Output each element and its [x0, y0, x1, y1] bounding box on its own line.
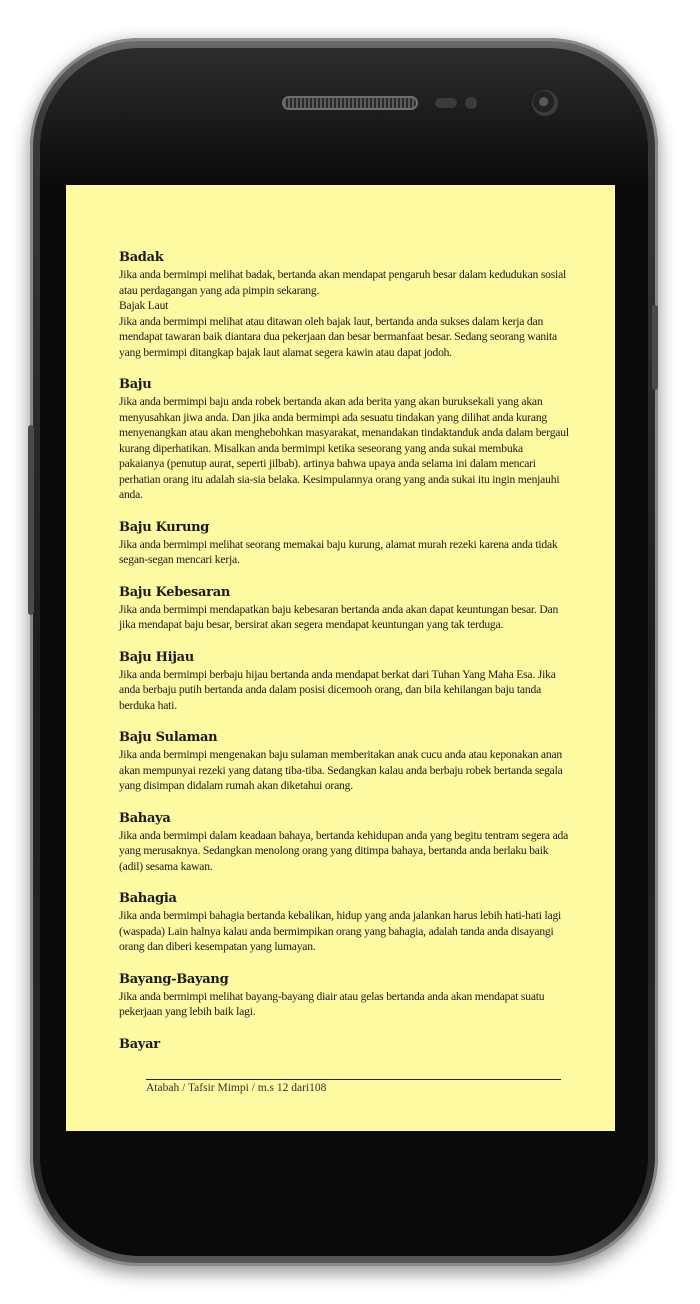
entry-subtitle: Bajak Laut [119, 299, 169, 312]
entry-body: Jika anda bermimpi melihat badak, bertanda akan mendapat pengaruh besar dalam kedudukan sosial atau perdagangan yang ada pimpin sekarang. [119, 268, 567, 297]
entry-bayang-bayang [119, 971, 569, 1020]
front-camera-icon [532, 90, 558, 116]
footer-divider [146, 1079, 561, 1080]
light-sensor [465, 97, 477, 109]
entry-baju-hijau [119, 649, 569, 714]
speaker-grille [282, 96, 418, 110]
entry-title: Bahaya [119, 810, 171, 826]
entry-title: Baju [119, 377, 152, 392]
entry-title: Baju Kurung [119, 519, 210, 535]
entry-bayar [119, 1036, 569, 1054]
entry-body: Jika anda bermimpi melihat seorang memakai baju kurung, alamat murah rezeki karena anda tidak segan-segan mencari kerja. [119, 537, 558, 566]
entry-baju-sulaman [119, 729, 569, 794]
entry-title: Bayar [119, 1036, 160, 1052]
entry-body: Jika anda bermimpi bahagia bertanda kebalikan, hidup yang anda jalankan harus lebih hati-hati lagi (waspada) Lain halnya kalau anda bermimpikan orang yang bahagia, adalah tanda anda disayangi orang dan diberi kesempatan yang lumayan. [119, 909, 562, 953]
entry-title: Baju Kebesaran [119, 584, 231, 600]
entry-title: Baju Hijau [119, 649, 194, 665]
entry-body: Jika anda bermimpi mengenakan baju sulaman memberitakan anak cucu anda atau keponakan anan akan mempunyai rezeki yang datang tiba-tiba. Sedangkan kalau anda berbaju robek bertanda segala yang disimpan didalam rumah akan diketahui orang. [119, 748, 563, 792]
entry-bahaya [119, 810, 569, 875]
entry-bahagia [119, 890, 569, 955]
entry-title: Badak [119, 250, 164, 265]
entry-baju [119, 376, 569, 503]
entry-body: Jika anda bermimpi melihat atau ditawan oleh bajak laut, bertanda anda sukses dalam kerja dan mendapat tawaran baik diantara dua pekerjaan dan besar bermanfaat besar. Sedang seorang wanita yang bermimpi ditangkap bajak laut alamat segera kawin atau dapat jodoh. [119, 314, 557, 359]
power-button [652, 305, 658, 390]
volume-button [28, 425, 34, 615]
entry-title: Bayang-Bayang [119, 971, 229, 987]
book-page[interactable] [66, 185, 615, 1131]
page-content [119, 249, 569, 1070]
entry-body: Jika anda bermimpi baju anda robek bertanda akan ada berita yang akan buruksekali yang akan menyusahkan jiwa anda. Dan jika anda bermimpi ada sesuatu tindakan yang dilihat anda kurang menyenangkan atau akan menghebohkan masyarakat, menandakan tindaktanduk anda dalam bergaul kurang diperhatikan. Misalkan anda bermimpi ketika seseorang yang anda sukai membuka pakaianya (penutup aurat, seperti jilbab). artinya bahwa upaya anda selama ini dalam mencari perhatian orang itu adalah sia-sia belaka. Kesimpulannya orang yang anda sukai itu ingin menjauhi anda. [119, 395, 569, 501]
entry-badak [119, 249, 569, 360]
entry-body: Jika anda bermimpi melihat bayang-bayang diair atau gelas bertanda anda akan mendapat suatu pekerjaan yang lebih baik lagi. [119, 989, 545, 1018]
entry-body: Jika anda bermimpi dalam keadaan bahaya, bertanda kehidupan anda yang begitu tentram segera ada yang merusaknya. Sedangkan menolong orang yang ditimpa bahaya, bertanda anda berlaku baik (adil) sesama kawan. [119, 828, 569, 873]
entry-body: Jika anda bermimpi berbaju hijau bertanda anda mendapat berkat dari Tuhan Yang Maha Esa. Jika anda berbaju putih bertanda anda dalam posisi dicemooh orang, dan bila kehilangan baju tanda berduka hati. [119, 667, 556, 712]
proximity-sensor [435, 98, 457, 108]
entry-title: Baju Sulaman [119, 730, 218, 745]
phone-gloss [40, 48, 648, 188]
entry-title: Bahagia [119, 891, 177, 906]
entry-baju-kurung [119, 519, 569, 568]
entry-body: Jika anda bermimpi mendapatkan baju kebesaran bertanda anda akan dapat keuntungan besar. Dan jika mendapat baju besar, bersirat akan segera mendapat keuntungan yang tak terduga. [119, 602, 559, 631]
page-footer: Atabah / Tafsir Mimpi / m.s 12 dari108 [146, 1082, 327, 1094]
entry-baju-kebesaran [119, 584, 569, 633]
